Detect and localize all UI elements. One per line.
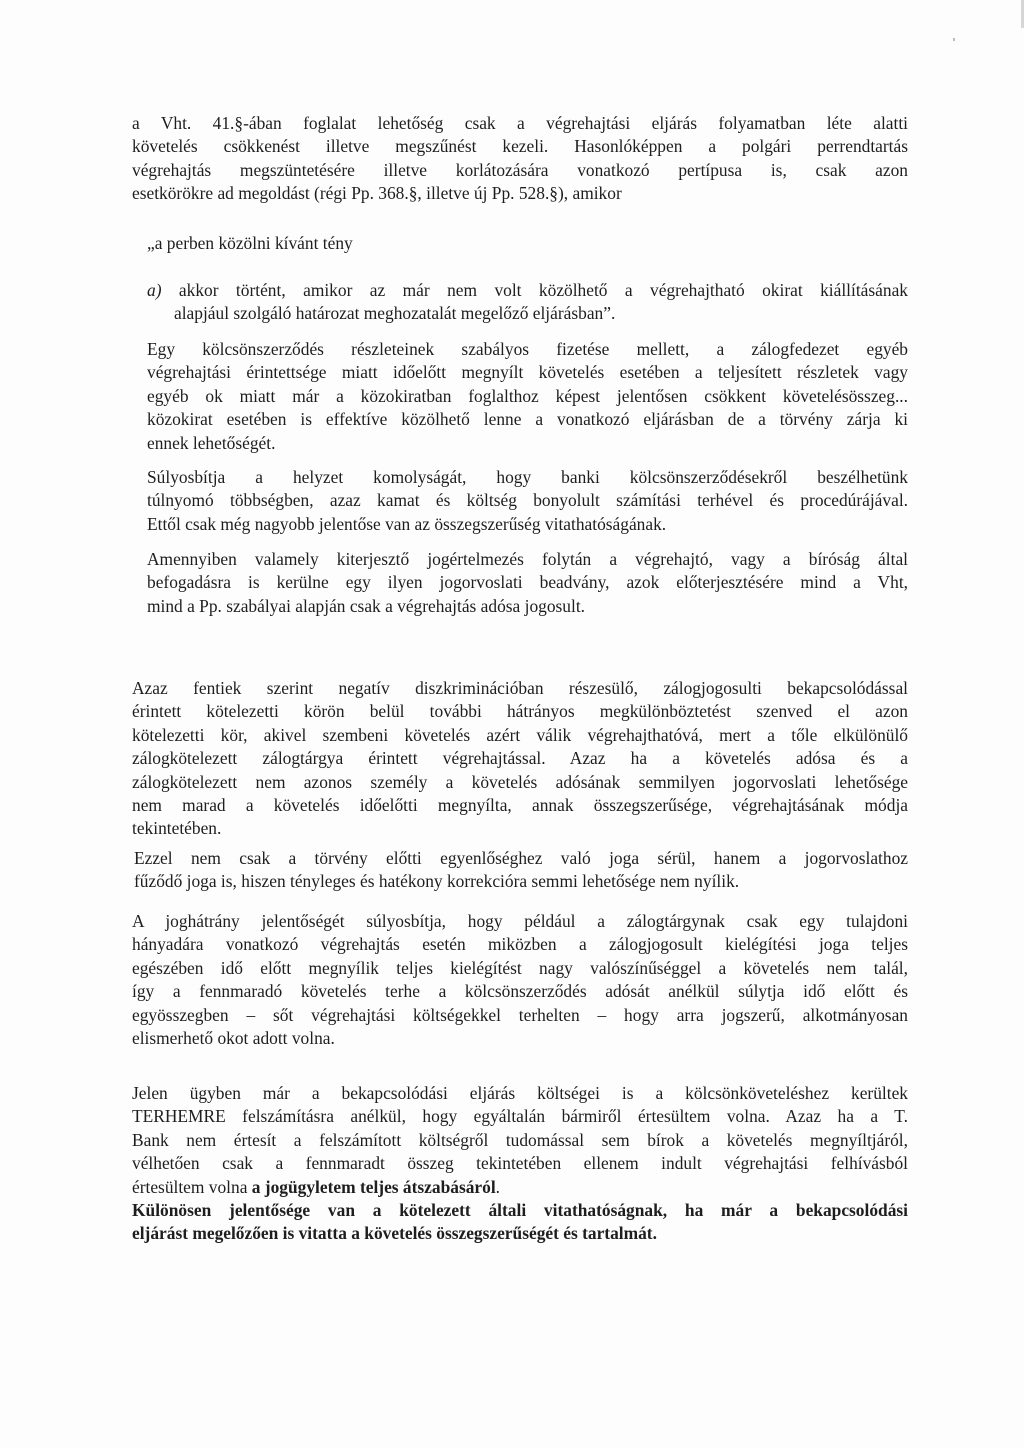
text-line: tekintetében.	[132, 818, 222, 839]
text-line: hányadára vonatkozó végrehajtás esetén miközben a zálogjogosult kielégítési joga teljes	[132, 934, 908, 955]
text-line: egészében idő előtt megnyílik teljes kielégítést nagy valószínűséggel a követelés nem talál,	[132, 957, 908, 978]
text-line: ennek lehetőségét.	[147, 432, 276, 453]
text-line: Bank nem értesít a felszámított költségről tudomással sem bírok a követelés megnyíltjáról,	[132, 1129, 908, 1150]
text-line: Amennyiben valamely kiterjesztő jogértelmezés folytán a végrehajtó, vagy a bíróság által	[147, 549, 908, 569]
paragraph-2	[147, 338, 908, 455]
paragraph-4	[147, 548, 908, 618]
text-line: Súlyosbítja a helyzet komolyságát, hogy banki kölcsönszerződésekről beszélhetünk	[147, 467, 908, 487]
text-line: kötelezetti kör, akivel szembeni követelés azért válik végrehajthatóvá, mert a tőle elkülönülő	[132, 724, 908, 745]
scan-speck	[953, 38, 955, 41]
emphasis-text: a jogügyletem teljes átszabásáról	[251, 1176, 496, 1197]
text-line: Jelen ügyben már a bekapcsolódási eljárás költségei is a kölcsönköveteléshez kerültek	[132, 1083, 908, 1103]
text-line: egyösszegben – sőt végrehajtási költségekkel terhelten – hogy arra jogszerű, alkotmányosan	[132, 1004, 908, 1025]
text-line: közokirat esetében is effektíve közölhető lenne a vonatkozó eljárásban de a törvény zárja ki	[147, 409, 908, 430]
text-line: zálogkötelezett zálogtárgya érintett végrehajtással. Azaz ha a követelés adósa és a	[132, 748, 908, 769]
text-line: a Vht. 41.§-ában foglalat lehetőség csak a végrehajtási eljárás folyamatban léte alatti	[132, 113, 908, 133]
text-line: alapjául szolgáló határozat meghozatalát megelőző eljárásban”.	[174, 303, 616, 324]
text-line	[147, 279, 908, 302]
text-plain: .	[495, 1176, 501, 1197]
text-line: Különösen jelentősége van a kötelezett általi vitathatóságnak, ha már a bekapcsolódási	[132, 1200, 908, 1220]
text-line: zálogkötelezett nem azonos személy a követelés adósának semmilyen jogorvoslati lehetősége	[132, 771, 908, 792]
text-line: vélhetően csak a fennmaradt összeg tekintetében ellenem indult végrehajtási felhívásból	[132, 1153, 908, 1174]
text-line: esetkörökre ad megoldást (régi Pp. 368.§, illetve új Pp. 528.§), amikor	[132, 183, 622, 204]
quote-a-text: akkor történt, amikor az már nem volt közölhető a végrehajtható okirat kiállításának	[178, 280, 908, 300]
text-line: túlnyomó többségben, azaz kamat és költség bonyolult számítási terhével és procedúrájával.	[147, 490, 908, 511]
text-line: fűződő joga is, hiszen tényleges és hatékony korrekcióra semmi lehetősége nem nyílik.	[134, 871, 740, 892]
paragraph-7	[132, 910, 908, 1050]
paragraph-1	[132, 112, 908, 206]
text-line: végrehajtás megszüntetésére illetve korlátozására vonatkozó pertípusa is, csak azon	[132, 159, 908, 180]
text-line: követelés csökkenést illetve megszűnést kezeli. Hasonlóképpen a polgári perrendtartás	[132, 136, 908, 157]
text-line: így a fennmaradó követelés terhe a kölcsönszerződés adósát anélkül súlytja idő előtt és	[132, 981, 908, 1002]
text-plain: értesültem volna	[132, 1176, 252, 1197]
paragraph-3	[147, 466, 908, 536]
text-line: egyéb ok miatt már a közokiratban foglalthoz képest jelentősen csökkent követelésösszeg...	[147, 385, 908, 406]
point-marker: a)	[147, 280, 162, 300]
quote-point-a	[147, 279, 908, 326]
text-line: TERHEMRE felszámításra anélkül, hogy egyáltalán bármiről értesültem volna. Azaz ha a T.	[132, 1106, 908, 1127]
closing-bold-statement	[132, 1199, 908, 1246]
text-line: Ettől csak még nagyobb jelentőse van az összegszerűség vitathatóságának.	[147, 513, 667, 534]
text-line	[132, 1176, 908, 1199]
text-line: A joghátrány jelentőségét súlyosbítja, hogy például a zálogtárgynak csak egy tulajdoni	[132, 911, 908, 931]
text-line: Azaz fentiek szerint negatív diszkriminációban részesülő, zálogjogosulti bekapcsolódással	[132, 678, 908, 698]
text-line: Ezzel nem csak a törvény előtti egyenlőséghez való joga sérül, hanem a jogorvoslathoz	[134, 848, 908, 868]
paragraph-5	[132, 677, 908, 841]
text-line: nem marad a követelés időelőtti megnyílta, annak összegszerűsége, végrehajtásának módja	[132, 795, 908, 816]
quote-intro	[147, 232, 747, 255]
text-line: végrehajtási érintettsége miatt időelőtt megnyílt követelés esetében a teljesített részletek vagy	[147, 362, 908, 383]
text-line: érintett kötelezetti körön belül további hátrányos megkülönböztetést szenved el azon	[132, 701, 908, 722]
paragraph-6	[134, 847, 908, 894]
text-line: mind a Pp. szabályai alapján csak a végrehajtás adósa jogosult.	[147, 595, 586, 616]
text-line: Egy kölcsönszerződés részleteinek szabályos fizetése mellett, a zálogfedezet egyéb	[147, 339, 908, 359]
text-line: „a perben közölni kívánt tény	[147, 233, 353, 253]
text-line: eljárást megelőzően is vitatta a követelés összegszerűségét és tartalmát.	[132, 1223, 657, 1244]
paragraph-8	[132, 1082, 908, 1199]
text-line: befogadásra is kerülne egy ilyen jogorvoslati beadvány, azok előterjesztésére mind a Vht,	[147, 572, 908, 593]
text-line: elismerhető okot adott volna.	[132, 1028, 335, 1049]
